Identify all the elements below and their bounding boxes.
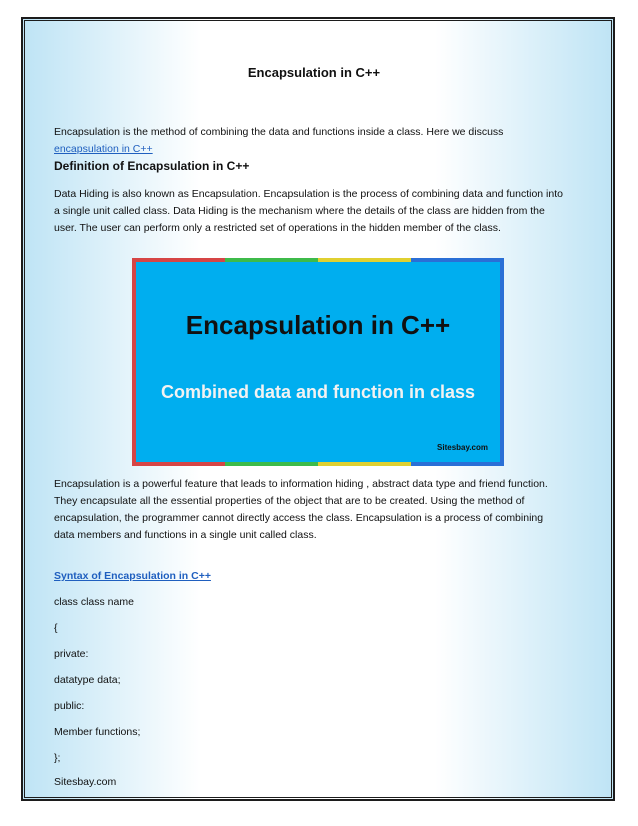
banner-credit: Sitesbay.com [437, 443, 488, 452]
intro-text: Encapsulation is the method of combining the data and functions inside a class. Here we discuss [54, 126, 504, 138]
power-paragraph: Encapsulation is a powerful feature that leads to information hiding , abstract data type and friend function. They encapsulate all the essential properties of the object that are to be created. Using the method of encapsulation, the programmer cannot directly access the class. Encapsulation is a process of combining data members and functions in a single unit called class. [54, 478, 548, 541]
encapsulation-banner-image [132, 258, 504, 466]
syntax-line: datatype data; [54, 674, 121, 686]
banner-title: Encapsulation in C++ [185, 310, 451, 340]
definition-paragraph: Data Hiding is also known as Encapsulation. Encapsulation is the process of combining data and function into a single unit called class. Data Hiding is the mechanism where the details of the class are hidden from the user. The user can perform only a restricted set of operations in the hidden member of the class. [54, 188, 563, 234]
page-title: Encapsulation in C++ [247, 65, 381, 80]
syntax-line: Member functions; [54, 726, 141, 738]
syntax-heading-link[interactable]: Syntax of Encapsulation in C++ [54, 570, 211, 582]
syntax-line: private: [54, 648, 89, 660]
syntax-line: public: [54, 700, 85, 712]
footer-site: Sitesbay.com [54, 776, 117, 788]
syntax-line: class class name [54, 596, 134, 608]
banner-subtitle: Combined data and function in class [160, 382, 476, 402]
intro-paragraph [54, 124, 564, 158]
encapsulation-link[interactable]: encapsulation in C++ [54, 143, 153, 155]
syntax-line: { [54, 622, 58, 634]
definition-heading: Definition of Encapsulation in C++ [54, 159, 250, 173]
syntax-line: }; [54, 752, 61, 764]
